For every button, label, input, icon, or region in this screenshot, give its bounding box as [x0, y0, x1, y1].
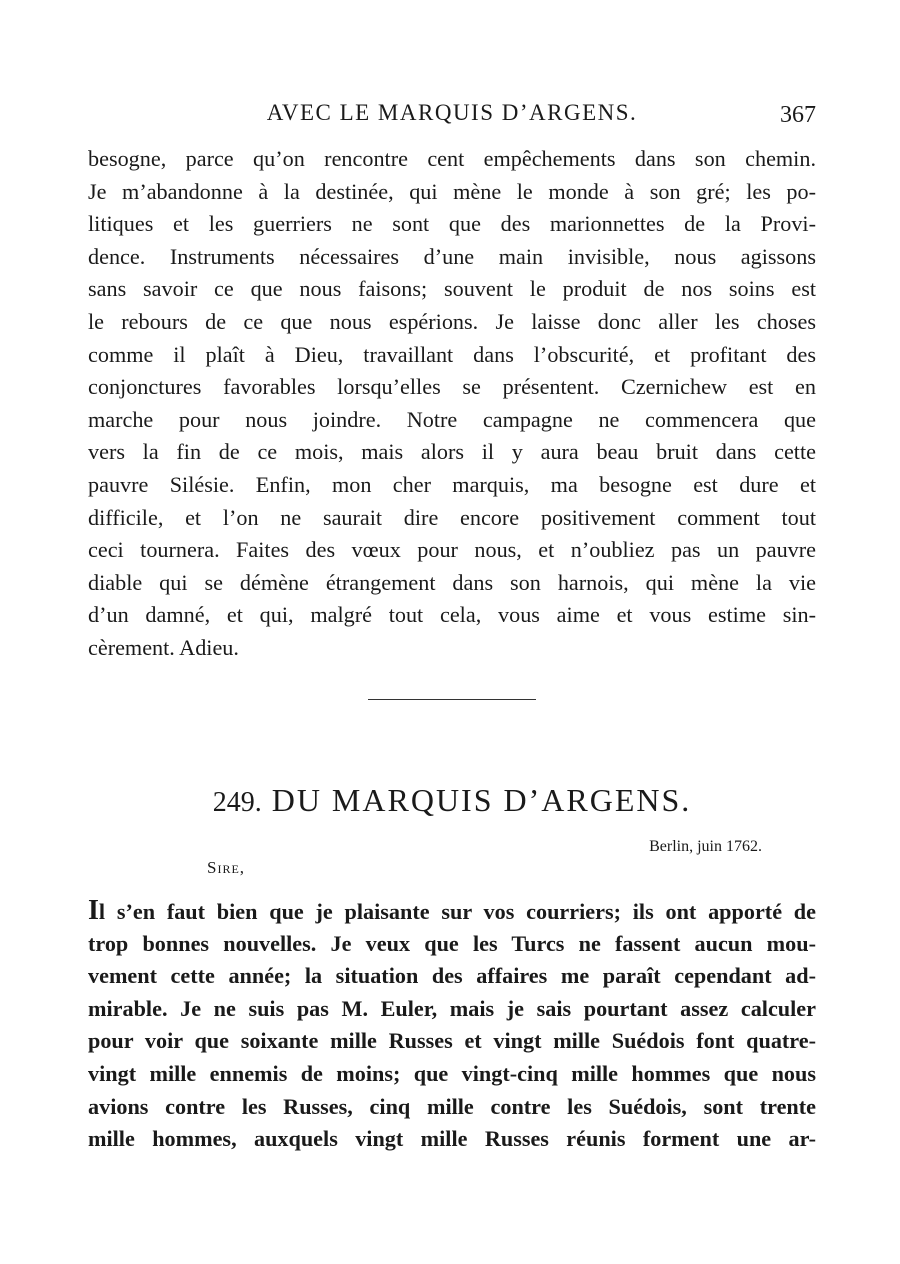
text-line: besogne, parce qu’on rencontre cent empêchements dans son chemin. [88, 146, 816, 171]
text-line: conjonctures favorables lorsqu’elles se présentent. Czernichew est en [88, 374, 816, 400]
letter-heading [88, 782, 816, 819]
text-line: litiques et les guerriers ne sont que des marionnettes de la Provi- [88, 211, 816, 237]
text-line: trop bonnes nouvelles. Je veux que les Turcs ne fassent aucun mou- [88, 930, 816, 956]
text-line: mille hommes, auxquels vingt mille Russes réunis forment une ar- [88, 1126, 816, 1152]
text-line: vers la fin de ce mois, mais alors il y aura beau bruit dans cette [88, 439, 816, 465]
letter-number: 249. [212, 787, 262, 818]
text-line: cèrement. Adieu. [88, 634, 239, 660]
running-title: AVEC LE MARQUIS D’ARGENS. [266, 100, 638, 125]
text-line-first [88, 895, 816, 928]
text-line: ceci tournera. Faites des vœux pour nous, et n’oubliez pas un pauvre [88, 537, 816, 563]
first-line-text: l s’en faut bien que je plaisante sur vos courriers; ils ont apporté de [98, 899, 816, 924]
text-line: pauvre Silésie. Enfin, mon cher marquis, ma besogne est dure et [88, 471, 816, 497]
text-line: d’un damné, et qui, malgré tout cela, vous aime et vous estime sin- [88, 602, 816, 628]
page-number: 367 [780, 102, 816, 128]
running-header [88, 100, 816, 136]
text-line: vement cette année; la situation des affaires me paraît cependant ad- [88, 963, 816, 989]
text-line: dence. Instruments nécessaires d’une main invisible, nous agissons [88, 243, 816, 269]
text-line: avions contre les Russes, cinq mille contre les Suédois, sont trente [88, 1093, 816, 1119]
text-line: pour voir que soixante mille Russes et vingt mille Suédois font quatre- [88, 1028, 816, 1054]
text-line: marche pour nous joindre. Notre campagne ne commencera que [88, 406, 816, 432]
text-line: comme il plaît à Dieu, travaillant dans l’obscurité, et profitant des [88, 341, 816, 367]
text-line: mirable. Je ne suis pas M. Euler, mais je sais pourtant assez calculer [88, 995, 816, 1021]
letter-end-text [88, 143, 816, 665]
text-line: diable qui se démène étrangement dans son harnois, qui mène la vie [88, 569, 816, 595]
text-line: vingt mille ennemis de moins; que vingt-cinq mille hommes que nous [88, 1060, 816, 1086]
text-line: Je m’abandonne à la destinée, qui mène le monde à son gré; les po- [88, 178, 816, 204]
dateline: Berlin, juin 1762. [649, 838, 762, 855]
letter-body-text [88, 895, 816, 1156]
section-separator [368, 699, 536, 700]
salutation: Sire, [207, 858, 246, 877]
text-line: sans savoir ce que nous faisons; souvent le produit de nos soins est [88, 276, 816, 302]
text-line: difficile, et l’on ne saurait dire encore positivement comment tout [88, 504, 816, 530]
text-line: le rebours de ce que nous espérions. Je laisse donc aller les choses [88, 308, 816, 334]
drop-cap: I [88, 895, 99, 926]
letter-title: DU MARQUIS D’ARGENS. [271, 782, 692, 818]
